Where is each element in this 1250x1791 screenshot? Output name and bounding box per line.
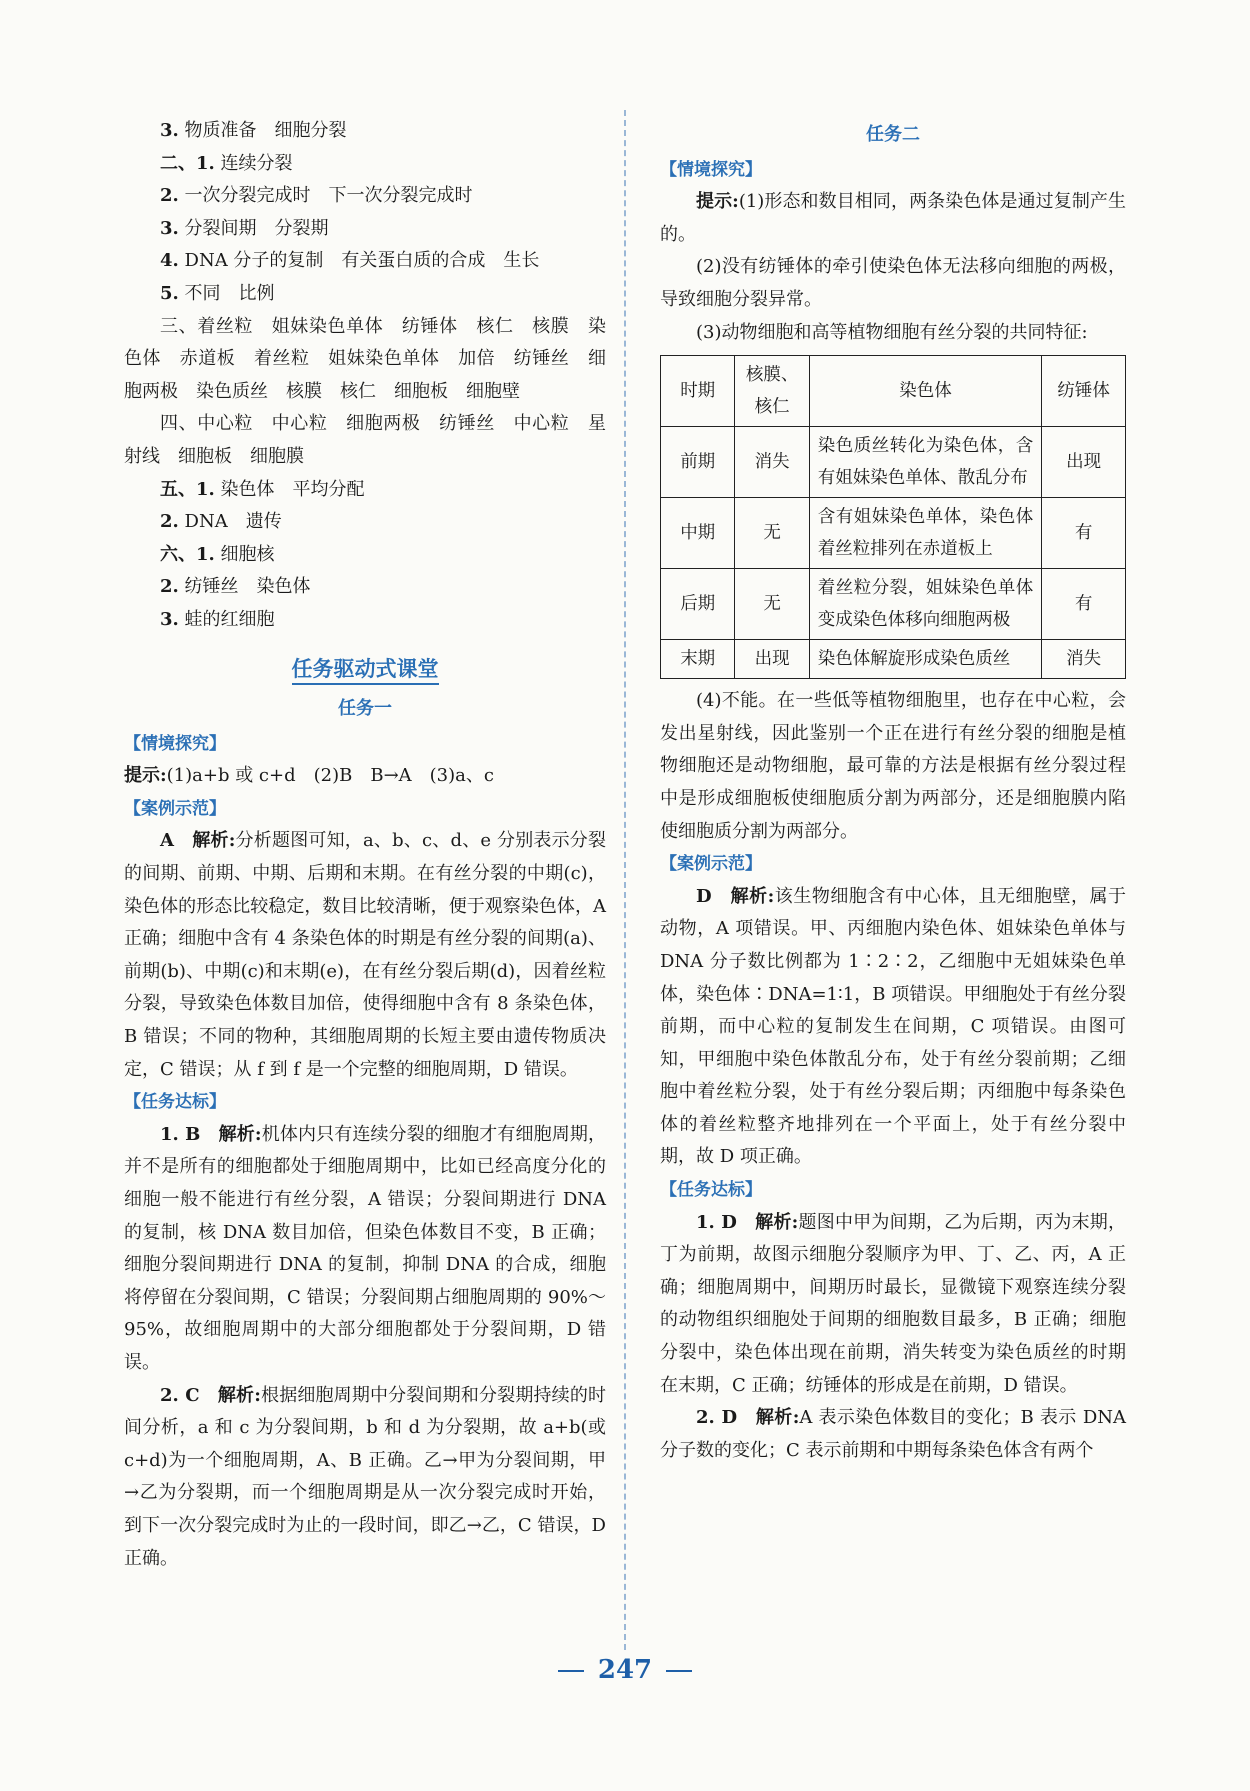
table-cell: 有 bbox=[1042, 569, 1126, 640]
table-cell: 后期 bbox=[661, 569, 735, 640]
table-cell: 含有姐妹染色单体，染色体着丝粒排列在赤道板上 bbox=[809, 498, 1042, 569]
hint-1: 提示:(1)形态和数目相同，两条染色体是通过复制产生的。 bbox=[660, 191, 1126, 245]
answer-item: 六、1. 细胞核 bbox=[160, 543, 275, 565]
situation-tag: 【情境探究】 bbox=[660, 159, 762, 180]
table-header: 时期 bbox=[661, 356, 735, 427]
task2-title: 任务二 bbox=[866, 124, 920, 145]
answer-item: 三、着丝粒 姐妹染色单体 纺锤体 核仁 核膜 染色体 赤道板 着丝粒 姐妹染色单体 加倍 纺锤丝 细胞两极 染色质丝 核膜 核仁 细胞板 细胞壁 bbox=[124, 315, 606, 402]
left-column bbox=[124, 115, 606, 1575]
answer-item: 2. 一次分裂完成时 下一次分裂完成时 bbox=[160, 185, 473, 207]
table-cell: 出现 bbox=[1042, 427, 1126, 498]
hint-2: (2)没有纺锤体的牵引使染色体无法移向细胞的两极，导致细胞分裂异常。 bbox=[660, 256, 1126, 310]
table-row bbox=[661, 498, 1126, 569]
target-tag: 【任务达标】 bbox=[660, 1180, 762, 1201]
answer-list bbox=[124, 115, 606, 637]
table-cell: 染色质丝转化为染色体，含有姐妹染色单体、散乱分布 bbox=[809, 427, 1042, 498]
hint-line: 提示:(1)a+b 或 c+d (2)B B→A (3)a、c bbox=[124, 765, 494, 787]
question-1-analysis: 1. D 解析:题图中甲为间期，乙为后期，丙为末期，丁为前期，故图示细胞分裂顺序为甲、丁、乙、丙，A 正确；细胞周期中，间期历时最长，显微镜下观察连续分裂的动物组织细胞处于间期的细胞数目最多，B 正确；细胞分裂中，染色体出现在前期，消失转变为染色质丝的时期在末期，C 正确；纺锤体的形成是在前期，D 错误。 bbox=[660, 1211, 1127, 1396]
table-cell: 前期 bbox=[661, 427, 735, 498]
table-row bbox=[661, 640, 1126, 679]
answer-item: 3. 蛙的红细胞 bbox=[160, 608, 275, 630]
column-divider bbox=[624, 110, 626, 1650]
target-tag: 【任务达标】 bbox=[124, 1092, 226, 1113]
table-cell: 出现 bbox=[735, 640, 809, 679]
answer-item: 5. 不同 比例 bbox=[160, 282, 275, 304]
table-cell: 无 bbox=[735, 569, 809, 640]
case-tag: 【案例示范】 bbox=[124, 798, 226, 819]
answer-item: 2. 纺锤丝 染色体 bbox=[160, 576, 311, 598]
table-header: 核膜、核仁 bbox=[735, 356, 809, 427]
table-cell: 有 bbox=[1042, 498, 1126, 569]
question-2-analysis: 2. D 解析:A 表示染色体数目的变化；B 表示 DNA 分子数的变化；C 表示前期和中期每条染色体含有两个 bbox=[660, 1407, 1126, 1461]
hint-3: (3)动物细胞和高等植物细胞有丝分裂的共同特征: bbox=[696, 321, 1088, 343]
table-header-row bbox=[661, 356, 1126, 427]
answer-item: 4. DNA 分子的复制 有关蛋白质的合成 生长 bbox=[160, 250, 540, 272]
answer-item: 四、中心粒 中心粒 细胞两极 纺锤丝 中心粒 星射线 细胞板 细胞膜 bbox=[124, 413, 606, 467]
section-title: 任务驱动式课堂 bbox=[124, 653, 606, 686]
question-2-analysis: 2. C 解析:根据细胞周期中分裂间期和分裂期持续的时间分析，a 和 c 为分裂间期，b 和 d 为分裂期，故 a+b(或 c+d)为一个细胞周期，A、B 正确。乙→甲为分裂间期，甲→乙为分裂期，而一个细胞周期是从一次分裂完成时开始，到下一次分裂完成时为止的一段时间，即乙→乙，C 错误，D 正确。 bbox=[124, 1384, 606, 1569]
table-cell: 消失 bbox=[735, 427, 809, 498]
table-cell: 末期 bbox=[661, 640, 735, 679]
task1-title: 任务一 bbox=[338, 698, 392, 720]
table-row bbox=[661, 427, 1126, 498]
case-analysis: D 解析:该生物细胞含有中心体，且无细胞壁，属于动物，A 项错误。甲、丙细胞内染色体、姐妹染色单体与 DNA 分子数比例都为 1∶2∶2，乙细胞中无姐妹染色单体，染色体∶DNA=1∶1，B 项错误。甲细胞处于有丝分裂前期，而中心粒的复制发生在间期，C 项错误。由图可知，甲细胞中染色体散乱分布，处于有丝分裂前期；乙细胞中着丝粒分裂，处于有丝分裂后期；丙细胞中每条染色体的着丝粒整齐地排列在一个平面上，处于有丝分裂中期，故 D 项正确。 bbox=[660, 885, 1126, 1168]
table-row bbox=[661, 569, 1126, 640]
answer-item: 3. 分裂间期 分裂期 bbox=[160, 217, 329, 239]
case-tag: 【案例示范】 bbox=[660, 854, 762, 875]
answer-item: 五、1. 染色体 平均分配 bbox=[160, 478, 365, 500]
mitosis-table bbox=[660, 355, 1126, 679]
answer-item: 2. DNA 遗传 bbox=[160, 511, 282, 533]
answer-item: 3. 物质准备 细胞分裂 bbox=[160, 120, 347, 141]
table-cell: 中期 bbox=[661, 498, 735, 569]
right-column bbox=[660, 115, 1126, 1467]
table-header: 染色体 bbox=[809, 356, 1042, 427]
situation-tag: 【情境探究】 bbox=[124, 733, 226, 754]
table-cell: 染色体解旋形成染色质丝 bbox=[809, 640, 1042, 679]
answer-item: 二、1. 连续分裂 bbox=[160, 152, 293, 174]
table-cell: 消失 bbox=[1042, 640, 1126, 679]
table-cell: 无 bbox=[735, 498, 809, 569]
question-1-analysis: 1. B 解析:机体内只有连续分裂的细胞才有细胞周期，并不是所有的细胞都处于细胞周期中，比如已经高度分化的细胞一般不能进行有丝分裂，A 错误；分裂间期进行 DNA 的复制，核 DNA 数目加倍，但染色体数目不变，B 正确；细胞分裂间期进行 DNA 的复制，抑制 DNA 的合成，细胞将停留在分裂间期，C 错误；分裂间期占细胞周期的 90%～95%，故细胞周期中的大部分细胞都处于分裂间期，D 错误。 bbox=[124, 1123, 606, 1373]
case-analysis: A 解析:分析题图可知，a、b、c、d、e 分别表示分裂的间期、前期、中期、后期和末期。在有丝分裂的中期(c)，染色体的形态比较稳定，数目比较清晰，便于观察染色体，A 正确；细胞中含有 4 条染色体的时期是有丝分裂的间期(a)、前期(b)、中期(c)和末期(e)，在有丝分裂后期(d)，因着丝粒分裂，导致染色体数目加倍，使得细胞中含有 8 条染色体，B 错误；不同的物种，其细胞周期的长短主要由遗传物质决定，C 错误；从 f 到 f 是一个完整的细胞周期，D 错误。 bbox=[124, 830, 606, 1080]
hint-4: (4)不能。在一些低等植物细胞里，也存在中心粒，会发出星射线，因此鉴别一个正在进行有丝分裂的细胞是植物细胞还是动物细胞，最可靠的方法是根据有丝分裂过程中是形成细胞板使细胞质分割为两部分，还是细胞膜内陷使细胞质分割为两部分。 bbox=[660, 690, 1126, 842]
page-number: 247 bbox=[0, 1655, 1250, 1685]
table-cell: 着丝粒分裂，姐妹染色单体变成染色体移向细胞两极 bbox=[809, 569, 1042, 640]
table-header: 纺锤体 bbox=[1042, 356, 1126, 427]
